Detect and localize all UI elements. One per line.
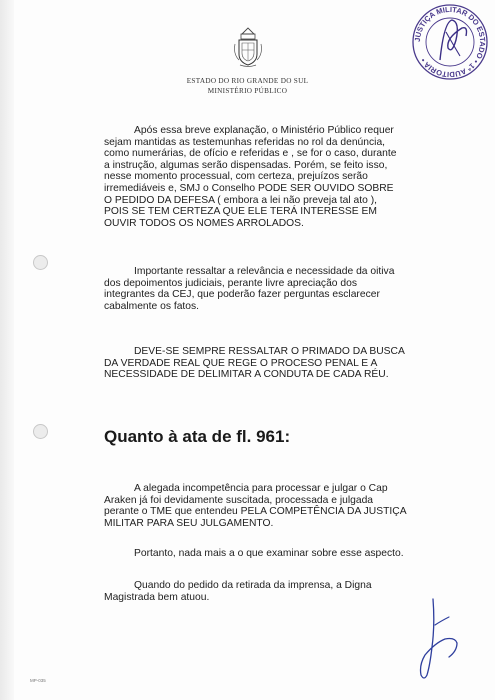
paragraph-incompetence [104,483,432,529]
official-stamp-icon [410,2,490,82]
punch-hole [33,255,48,270]
form-code: MP-035 [30,678,46,683]
text-line: perante o TME que entendeu PELA COMPETÊNCIA DA JUSTIÇA [104,506,407,518]
text-line: Após essa breve explanação, o Ministério Público requer [134,125,394,136]
text-line: irremediáveis e, SMJ o Conselho PODE SER OUVIDO SOBRE [104,182,394,194]
text-line: Quando do pedido da retirada da imprensa, a Digna [134,580,372,591]
text-line: a instrução, algumas serão dispensadas. Porém, se feito isso, [104,159,388,171]
svg-text:JUSTIÇA MILITAR DO ESTADO • 1ª [413,5,487,79]
text-line: OUVIR TODOS OS NOMES ARROLADOS. [104,217,304,229]
text-line: Araken já foi devidamente suscitada, processada e julgada [104,494,374,506]
paragraph-relevance [104,266,432,312]
signature-icon [405,595,465,685]
text-line: DEVE-SE SEMPRE RESSALTAR O PRIMADO DA BUSCA [134,346,405,357]
text-line: A alegada incompetência para processar e julgar o Cap [134,483,388,494]
page-edge-shadow [0,0,14,700]
text-line: NECESSIDADE DE DELIMITAR A CONDUTA DE CADA RÉU. [104,369,389,381]
section-heading: Quanto à ata de fl. 961: [104,427,291,446]
text-line: Importante ressaltar a relevância e necessidade da oitiva [134,266,395,277]
stamp-ring-text: JUSTIÇA MILITAR DO ESTADO • 1ª AUDITORIA • [412,4,488,80]
paragraph-press [104,580,432,603]
header-state-name: ESTADO DO RIO GRANDE DO SUL [186,77,309,85]
paragraph-witnesses [104,125,432,229]
text-line: nesse momento processual, com certeza, prejuízos serão [104,171,368,183]
text-line: Portanto, nada mais a o que examinar sobre esse aspecto. [134,548,404,559]
paragraph-real-truth [104,346,434,381]
text-line: cabalmente os fatos. [104,300,200,312]
text-line: MILITAR PARA SEU JULGAMENTO. [104,517,274,529]
paragraph-conclusion [104,548,432,560]
text-line: O PEDIDO DA DEFESA ( embora a lei não preveja tal ato ), [104,194,377,206]
coat-of-arms-icon [233,26,263,68]
text-line: integrantes da CEJ, que poderão fazer perguntas esclarecer [104,289,380,301]
text-line: como numerárias, de ofício e referidas e , se for o caso, durante [104,148,397,160]
text-line: DA VERDADE REAL QUE REGE O PROCESO PENAL E A [104,357,378,369]
text-line: Magistrada bem atuou. [104,591,210,603]
text-line: POIS SE TEM CERTEZA QUE ELE TERÁ INTERESSE EM [104,206,377,218]
text-line: sejam mantidas as testemunhas referidas no rol da denúncia, [104,136,386,148]
text-line: dos depoimentos judiciais, perante livre apreciação dos [104,277,357,289]
punch-hole [33,424,48,439]
header-institution: MINISTÉRIO PÚBLICO [207,87,288,95]
